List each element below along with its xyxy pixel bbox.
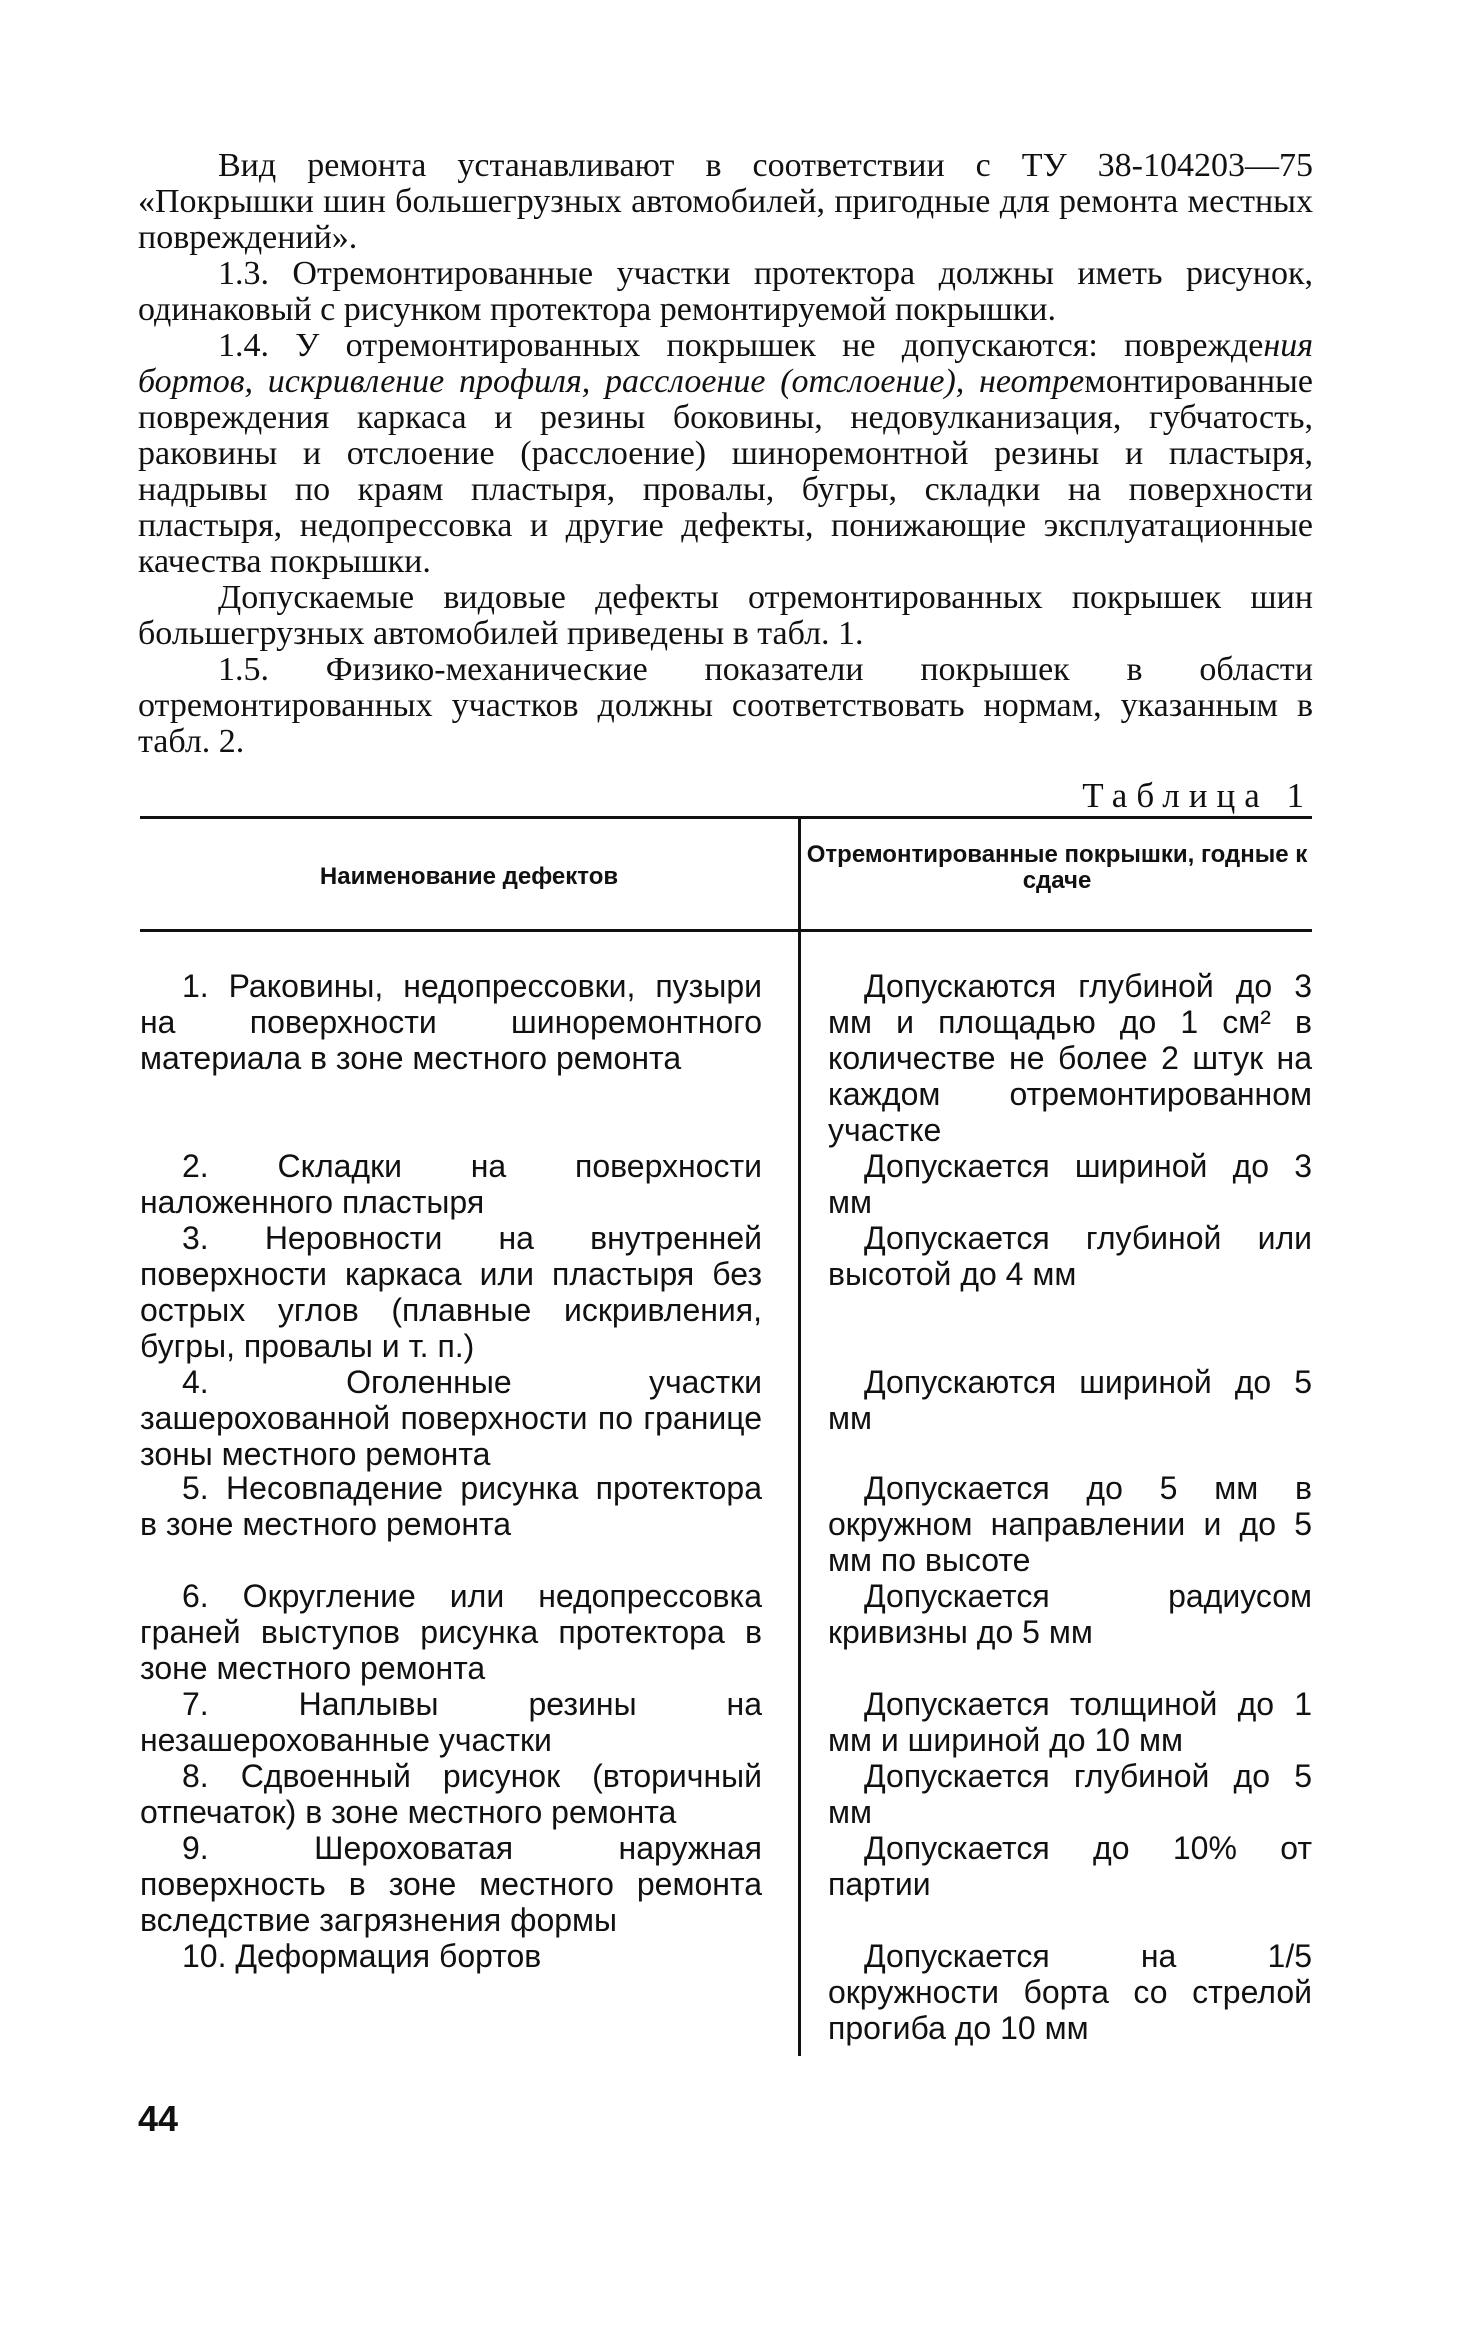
paragraph-1-3: 1.3. Отремонтированные участки протектора должны иметь рисунок, одинаковый с рисунком протектора ремонтируемой покрышки. xyxy=(138,255,1313,328)
table-top-rule xyxy=(140,816,1312,819)
defect-cell-5: 5. Несовпадение рисунка протектора в зоне местного ремонта xyxy=(140,1470,762,1542)
paragraph-defects-ref: Допускаемые видовые дефекты отремонтированных покрышек шин большегрузных автомобилей приведены в табл. 1. xyxy=(138,579,1313,652)
norm-cell-10: Допускается на 1/5 окружности борта со стрелой прогиба до 10 мм xyxy=(828,1938,1312,2046)
norm-cell-3: Допускается глубиной или высотой до 4 мм xyxy=(828,1220,1312,1292)
page-number: 44 xyxy=(138,2098,179,2139)
norm-cell-9: Допускается до 10% от партии xyxy=(828,1830,1312,1902)
defect-cell-10: 10. Деформация бортов xyxy=(182,1938,542,1974)
intro-text xyxy=(138,148,1313,760)
paragraph-1-4-end: монтированные повреждения каркаса и резины боковины, недовулканизация, губчатость, раковины и отслоение (расслоение) шиноремонтной резины и пластыря, надрывы по краям пластыря, провалы, бугры, складки на поверхности пластыря, недопрессовка и другие дефекты, понижающие эксплуатационные качества покрышки. xyxy=(138,363,1313,580)
norm-cell-1: Допускаются глубиной до 3 мм и площадью до 1 см² в количестве не более 2 штук на каждом отремонтированном участке xyxy=(828,968,1312,1148)
defect-cell-7: 7. Наплывы резины на незашерохованные участки xyxy=(140,1686,762,1758)
defect-cell-1: 1. Раковины, недопрессовки, пузыри на поверхности шиноремонтного материала в зоне местного ремонта xyxy=(140,968,762,1076)
paragraph-1-5: 1.5. Физико-механические показатели покрышек в области отремонтированных участков должны соответствовать нормам, указанным в табл. 2. xyxy=(138,651,1313,760)
paragraph-repair-type: Вид ремонта устанавливают в соответствии с ТУ 38-104203—75 «Покрышки шин большегрузных автомобилей, пригодные для ремонта местных повреждений». xyxy=(138,147,1313,256)
table-caption: Таблица 1 xyxy=(1082,776,1313,815)
norm-cell-7: Допускается толщиной до 1 мм и шириной до 10 мм xyxy=(828,1686,1312,1758)
norm-cell-2: Допускается шириной до 3 мм xyxy=(828,1148,1312,1220)
defect-cell-2: 2. Складки на поверхности наложенного пластыря xyxy=(140,1148,762,1220)
column-header-defects: Наименование дефектов xyxy=(319,863,619,890)
norm-cell-8: Допускается глубиной до 5 мм xyxy=(828,1758,1312,1830)
paragraph-1-4-start: 1.4. У отремонтированных покрышек не допускаются: поврежде xyxy=(218,327,1264,364)
table-header-rule xyxy=(140,929,1312,932)
defect-cell-9: 9. Шероховатая наружная поверхность в зоне местного ремонта вследствие загрязнения формы xyxy=(140,1830,762,1938)
defect-cell-3: 3. Неровности на внутренней поверхности каркаса или пластыря без острых углов (плавные искривления, бугры, провалы и т. п.) xyxy=(140,1220,762,1364)
defect-cell-6: 6. Округление или недопрессовка граней выступов рисунка протектора в зоне местного ремонта xyxy=(140,1578,762,1686)
table-column-divider xyxy=(798,816,801,2056)
paragraph-1-4 xyxy=(138,328,1313,580)
column-header-norms: Отремонтированные покрышки, годные к сдаче xyxy=(806,841,1308,894)
norm-cell-4: Допускаются шириной до 5 мм xyxy=(828,1364,1312,1436)
defect-cell-4: 4. Оголенные участки зашерохованной поверхности по границе зоны местного ремонта xyxy=(140,1364,762,1472)
paragraph-1-4-italic: ния бортов, искривление профиля, расслоение (отслоение), неотре xyxy=(138,327,1313,400)
norm-cell-6: Допускается радиусом кривизны до 5 мм xyxy=(828,1578,1312,1650)
defect-cell-8: 8. Сдвоенный рисунок (вторичный отпечаток) в зоне местного ремонта xyxy=(140,1758,762,1830)
norm-cell-5: Допускается до 5 мм в окружном направлении и до 5 мм по высоте xyxy=(828,1470,1312,1578)
